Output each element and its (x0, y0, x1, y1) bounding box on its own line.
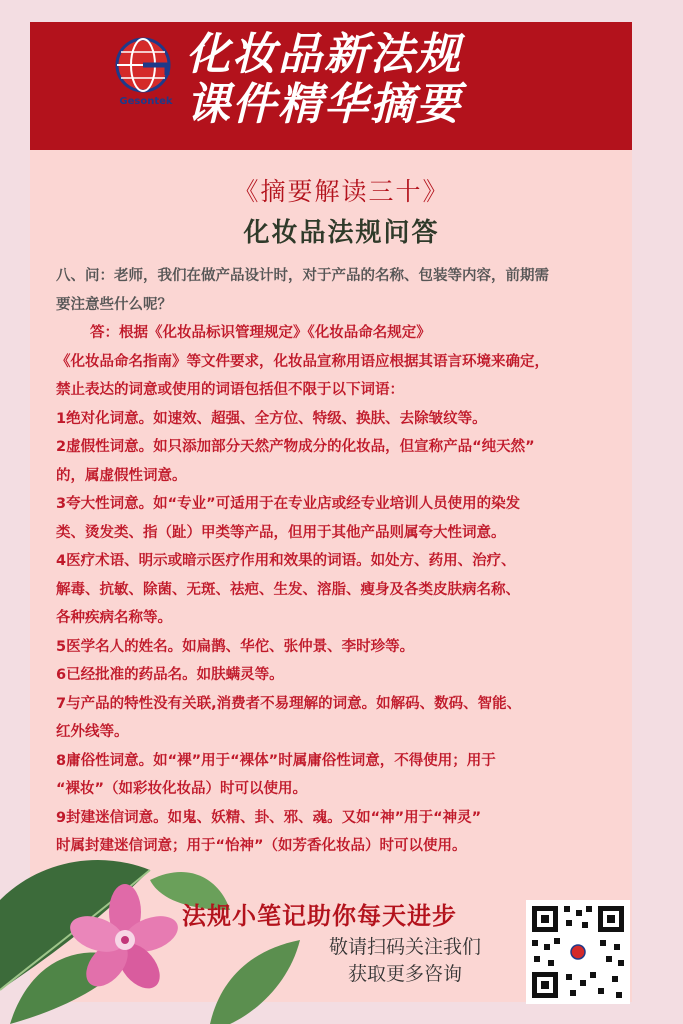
answer-line: 5医学名人的姓名。如扁鹊、华佗、张仲景、李时珍等。 (56, 638, 415, 655)
answer-line: 6已经批准的药品名。如肤螨灵等。 (56, 667, 284, 683)
answer-line: 的，属虚假性词意。 (56, 467, 187, 484)
flower-leaves-decoration (0, 840, 360, 1024)
header-title-line-2: 课件精华摘要 (186, 79, 462, 130)
answer-line: 3夸大性词意。如“专业”可适用于在专业店或经专业培训人员使用的染发 (56, 496, 521, 512)
subtitle: 《摘要解读三十》 (233, 177, 450, 206)
question-line: 八、问：老师，我们在做产品设计时，对于产品的名称、包装等内容，前期需 (56, 268, 549, 284)
footer-slogan: 法规小笔记助你每天进步 (182, 902, 457, 930)
answer-line: 8庸俗性词意。如“裸”用于“裸体”时属庸俗性词意，不得使用；用于 (56, 752, 496, 769)
answer-line: 红外线等。 (56, 724, 129, 740)
question-line: 要注意些什么呢？ (56, 296, 172, 313)
answer-line: 7与产品的特性没有关联,消费者不易理解的词意。如解码、数码、智能、 (56, 695, 522, 712)
answer-line: “裸妆”（如彩妆化妆品）时可以使用。 (56, 781, 308, 797)
answer-line: 答：根据《化妆品标识管理规定》《化妆品命名规定》 (90, 325, 431, 341)
answer-line: 时属封建迷信词意；用于“怡神”（如芳香化妆品）时可以使用。 (56, 838, 467, 854)
answer-line: 各种疾病名称等。 (56, 610, 172, 626)
answer-line: 类、烫发类、指（趾）甲类等产品，但用于其他产品则属夸大性词意。 (56, 524, 506, 541)
answer-line: 1绝对化词意。如速效、超强、全方位、特级、换肤、去除皱纹等。 (56, 410, 487, 427)
qa-body (56, 262, 631, 861)
header-title-line-1: 化妆品新法规 (186, 29, 462, 80)
header-title (186, 30, 462, 130)
answer-line: 4医疗术语、明示或暗示医疗作用和效果的词语。如处方、药用、治疗、 (56, 553, 516, 569)
footer-note (300, 934, 510, 988)
answer-line: 《化妆品命名指南》等文件要求，化妆品宣称用语应根据其语言环境来确定， (56, 353, 549, 370)
answer-line: 2虚假性词意。如只添加部分天然产物成分的化妆品，但宣称产品“纯天然” (56, 439, 535, 455)
answer-line: 解毒、抗敏、除菌、无斑、祛疤、生发、溶脂、瘦身及各类皮肤病名称、 (56, 581, 520, 598)
qr-code-icon[interactable] (526, 900, 630, 1004)
footer-note-line-1: 敬请扫码关注我们 (328, 936, 481, 958)
footer-note-line-2: 获取更多咨询 (347, 963, 462, 985)
page-title: 化妆品法规问答 (243, 218, 440, 248)
logo-text: Gesontek (119, 96, 173, 107)
globe-logo-icon (108, 34, 178, 98)
answer-line: 9封建迷信词意。如鬼、妖精、卦、邪、魂。又如“神”用于“神灵” (56, 809, 482, 826)
answer-line: 禁止表达的词意或使用的词语包括但不限于以下词语： (56, 382, 404, 398)
